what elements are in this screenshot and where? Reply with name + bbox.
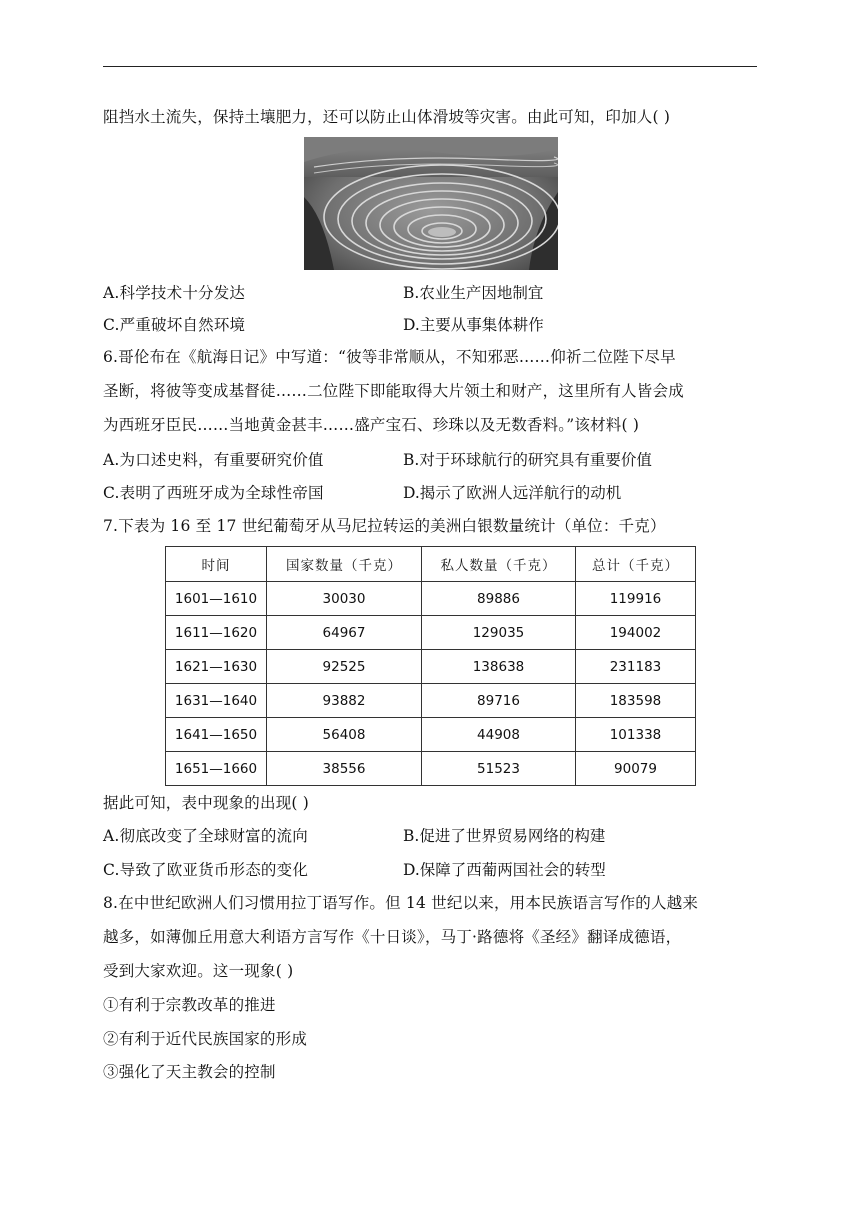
q5-option-a: A.科学技术十分发达 <box>103 284 246 302</box>
table-cell: 1601—1610 <box>166 582 267 616</box>
table-row <box>166 718 696 752</box>
table-cell: 30030 <box>267 582 422 616</box>
table-cell: 38556 <box>267 752 422 786</box>
q5-option-d: D.主要从事集体耕作 <box>403 316 544 334</box>
q6-option-b: B.对于环球航行的研究具有重要价值 <box>403 451 652 469</box>
q8-item-3: ③强化了天主教会的控制 <box>103 1063 276 1081</box>
table-cell: 90079 <box>576 752 696 786</box>
table-cell: 1641—1650 <box>166 718 267 752</box>
table-cell: 89886 <box>422 582 576 616</box>
q7-option-b: B.促进了世界贸易网络的构建 <box>403 827 606 845</box>
q7-stem: 7.下表为 16 至 17 世纪葡萄牙从马尼拉转运的美洲白银数量统计（单位：千克） <box>103 517 666 535</box>
q5-option-c: C.严重破坏自然环境 <box>103 316 246 334</box>
q8-line-2: 越多，如薄伽丘用意大利语方言写作《十日谈》，马丁·路德将《圣经》翻译成德语， <box>103 928 682 946</box>
q7-option-a: A.彻底改变了全球财富的流向 <box>103 827 308 845</box>
q7-option-d: D.保障了西葡两国社会的转型 <box>403 861 606 879</box>
table-cell: 129035 <box>422 616 576 650</box>
q8-item-2: ②有利于近代民族国家的形成 <box>103 1030 308 1048</box>
table-header-cell: 国家数量（千克） <box>267 547 422 582</box>
table-row <box>166 684 696 718</box>
table-cell: 1621—1630 <box>166 650 267 684</box>
silver-table <box>165 546 696 786</box>
table-cell: 1611—1620 <box>166 616 267 650</box>
table-row <box>166 582 696 616</box>
table-cell: 51523 <box>422 752 576 786</box>
table-cell: 183598 <box>576 684 696 718</box>
q8-line-3: 受到大家欢迎。这一现象( ) <box>103 962 294 980</box>
table-cell: 231183 <box>576 650 696 684</box>
table-cell: 93882 <box>267 684 422 718</box>
table-header-cell: 时间 <box>166 547 267 582</box>
table-cell: 101338 <box>576 718 696 752</box>
q6-option-d: D.揭示了欧洲人远洋航行的动机 <box>403 484 622 502</box>
table-cell: 1651—1660 <box>166 752 267 786</box>
q6-option-a: A.为口述史料，有重要研究价值 <box>103 451 324 469</box>
table-cell: 1631—1640 <box>166 684 267 718</box>
table-header-cell: 私人数量（千克） <box>422 547 576 582</box>
table-cell: 194002 <box>576 616 696 650</box>
table-cell: 119916 <box>576 582 696 616</box>
table-cell: 64967 <box>267 616 422 650</box>
table-header-cell: 总计（千克） <box>576 547 696 582</box>
table-cell: 138638 <box>422 650 576 684</box>
q8-line-1: 8.在中世纪欧洲人们习惯用拉丁语写作。但 14 世纪以来，用本民族语言写作的人越来 <box>103 894 699 912</box>
q6-line-3: 为西班牙臣民……当地黄金甚丰……盛产宝石、珍珠以及无数香料。”该材料( ) <box>103 416 640 434</box>
table-cell: 89716 <box>422 684 576 718</box>
q8-item-1: ①有利于宗教改革的推进 <box>103 996 276 1014</box>
table-row <box>166 752 696 786</box>
table-cell: 44908 <box>422 718 576 752</box>
table-cell: 56408 <box>267 718 422 752</box>
terraced-circular-farmland-photo <box>304 137 558 270</box>
q7-option-c: C.导致了欧亚货币形态的变化 <box>103 861 309 879</box>
q6-option-c: C.表明了西班牙成为全球性帝国 <box>103 484 324 502</box>
q5-option-b: B.农业生产因地制宜 <box>403 284 544 302</box>
table-header-row <box>166 547 696 582</box>
q5-stem-tail: 阻挡水土流失，保持土壤肥力，还可以防止山体滑坡等灾害。由此可知，印加人( ) <box>103 108 671 126</box>
table-cell: 92525 <box>267 650 422 684</box>
q7-after: 据此可知，表中现象的出现( ) <box>103 794 310 812</box>
q6-line-1: 6.哥伦布在《航海日记》中写道：“彼等非常顺从，不知邪恶……仰祈二位陛下尽早 <box>103 348 676 366</box>
header-rule <box>103 66 757 67</box>
table-row <box>166 616 696 650</box>
q6-line-2: 圣断，将彼等变成基督徒……二位陛下即能取得大片领土和财产，这里所有人皆会成 <box>103 382 684 400</box>
table-row <box>166 650 696 684</box>
